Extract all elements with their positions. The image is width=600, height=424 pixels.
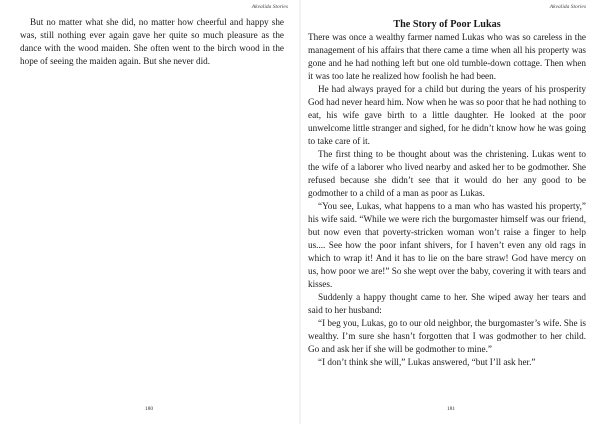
paragraph: Suddenly a happy thought came to her. She wiped away her tears and said to her husband: xyxy=(308,292,586,315)
paragraph: “I don’t think she will,” Lukas answered, “but I’ll ask her.” xyxy=(318,357,536,367)
running-head: Akvalida Stories xyxy=(549,4,586,10)
paragraph: “I beg you, Lukas, go to our old neighbor, the burgomaster’s wife. She is wealthy. I’m sure she hasn’t forgotten that I was godmother to her child. Go and ask her if she will be godmother to mine.” xyxy=(308,318,586,354)
left-page xyxy=(0,0,298,424)
paragraph: “You see, Lukas, what happens to a man who has wasted his property,” his wife said. “While we were rich the burgomaster himself was our friend, but now even that poverty-stricken woman won’t raise a finger to help us.... See how the poor infant shivers, for I haven’t even any old rags in which to wrap it! And it has to lie on the bare straw! God have mercy on us, how poor we are!” So she wept over the baby, covering it with tears and kisses. xyxy=(308,201,586,289)
right-page xyxy=(302,0,600,424)
book-gutter xyxy=(299,0,301,424)
page-number: 180 xyxy=(144,406,154,412)
page-number: 181 xyxy=(446,406,456,412)
paragraph: The first thing to be thought about was the christening. Lukas went to the wife of a laborer who lived nearby and asked her to be godmother. She refused because she didn’t see that it would do her any good to be godmother to a child of a man as poor as Lukas. xyxy=(308,149,586,198)
paragraph: But no matter what she did, no matter how cheerful and happy she was, still nothing ever again gave her quite so much pleasure as the dance with the wood maiden. She often went to the birch wood in the hope of seeing the maiden again. But she never did. xyxy=(20,17,284,66)
paragraph: There was once a wealthy farmer named Lukas who was so careless in the management of his affairs that there came a time when all his property was gone and he had nothing left but one old tumble-down cottage. Then when it was too late he realized how foolish he had been. xyxy=(308,32,586,81)
running-head: Akvalida Stories xyxy=(251,4,288,10)
paragraph: He had always prayed for a child but during the years of his prosperity God had never heard him. Now when he was so poor that he had nothing to eat, his wife gave birth to a little daughter. He looked at the poor unwelcome little stranger and sighed, for he didn’t know how he was going to take care of it. xyxy=(308,84,586,146)
left-page-text xyxy=(20,16,284,68)
right-page-text xyxy=(308,18,586,369)
chapter-title: The Story of Poor Lukas xyxy=(393,19,501,30)
